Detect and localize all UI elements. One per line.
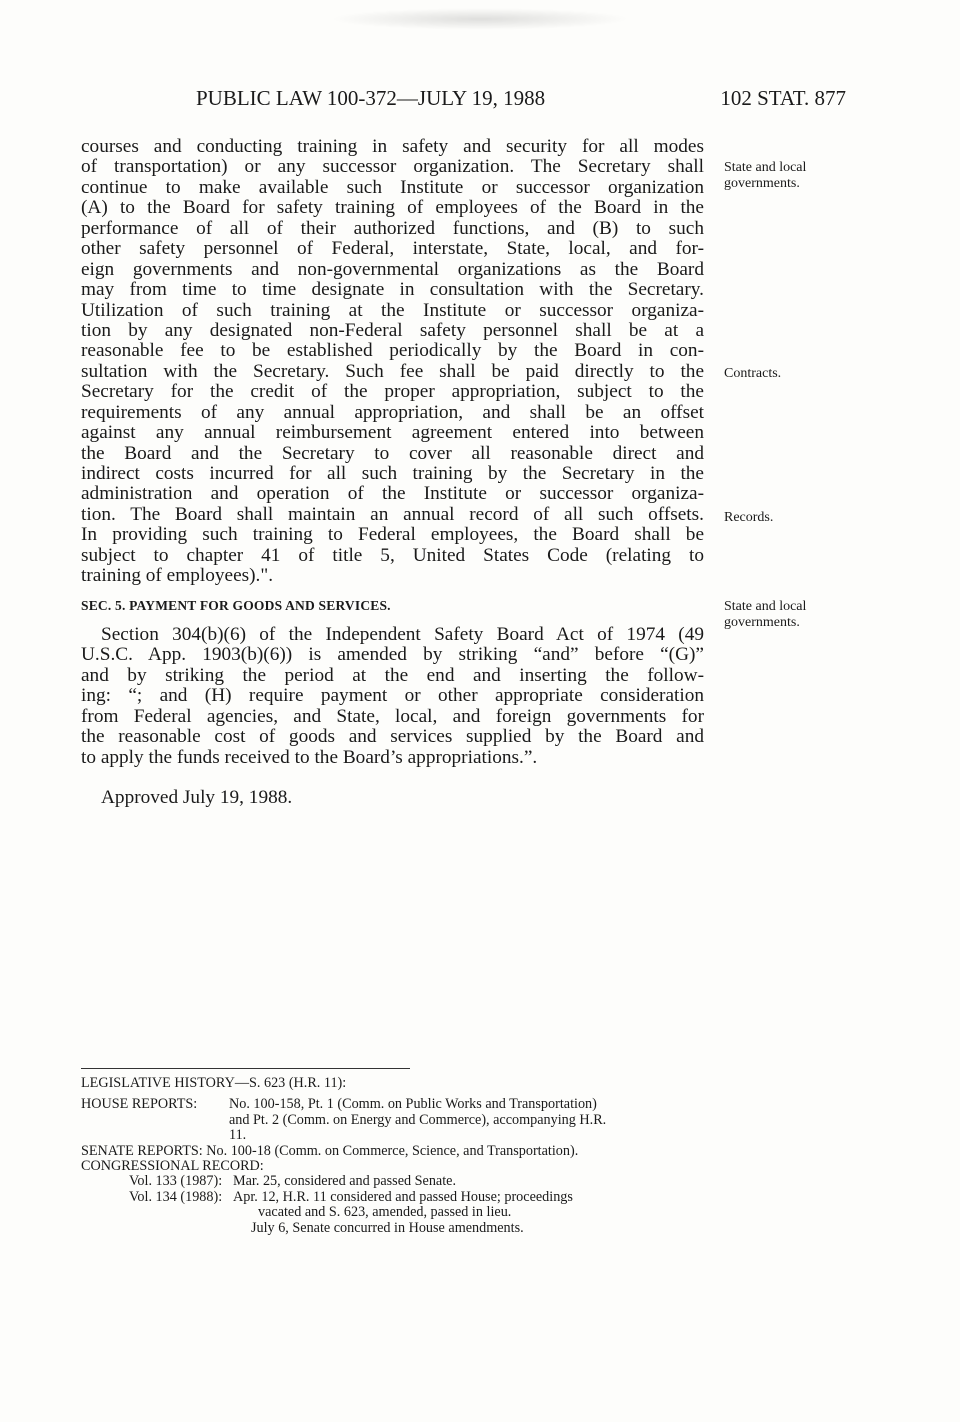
footnote-rule <box>81 1068 410 1069</box>
text-line: the Board and the Secretary to cover all reasonable direct and <box>81 442 704 464</box>
vol134-text <box>233 1190 573 1236</box>
text-line: other safety personnel of Federal, interstate, State, local, and for- <box>81 238 704 260</box>
section-heading: SEC. 5. PAYMENT FOR GOODS AND SERVICES. <box>81 598 391 613</box>
page-number: 102 STAT. 877 <box>720 86 846 110</box>
margin-note: State and local governments. <box>724 160 807 191</box>
text-line: courses and conducting training in safety and security for all modes <box>81 136 704 157</box>
text-line: reasonable fee to be established periodically by the Board in con- <box>81 340 704 362</box>
text-line: performance of all of their authorized functions, and (B) to such <box>81 217 704 239</box>
text-line: tion by any designated non-Federal safety personnel shall be at a <box>81 319 704 341</box>
house-reports-text <box>229 1097 606 1143</box>
margin-note: Contracts. <box>724 366 782 381</box>
house-reports-line: 11. <box>229 1127 247 1144</box>
vol134-label: Vol. 134 (1988): <box>129 1188 223 1205</box>
text-line: ing: “; and (H) require payment or other appropriate consideration <box>81 685 704 707</box>
text-line: may from time to time designate in consultation with the Secretary. <box>81 279 704 301</box>
vol134-line: vacated and S. 623, amended, passed in lieu. <box>258 1204 512 1221</box>
approval-date: Approved July 19, 1988. <box>101 787 293 808</box>
margin-note: Records. <box>724 510 774 525</box>
house-reports-line: No. 100-158, Pt. 1 (Comm. on Public Works and Transportation) <box>229 1096 597 1113</box>
text-line: Section 304(b)(6) of the Independent Safety Board Act of 1974 (49 <box>101 624 704 645</box>
text-line: requirements of any annual appropriation, and shall be an offset <box>81 401 704 423</box>
text-line: tion. The Board shall maintain an annual record of all such offsets. <box>81 503 704 525</box>
vol134-line: July 6, Senate concurred in House amendments. <box>251 1219 524 1236</box>
margin-note: State and local governments. <box>724 599 807 630</box>
house-reports-line: and Pt. 2 (Comm. on Energy and Commerce), accompanying H.R. <box>229 1111 607 1128</box>
congressional-record-label: CONGRESSIONAL RECORD: <box>81 1158 264 1175</box>
text-line: administration and operation of the Institute or successor organiza- <box>81 483 704 505</box>
vol134-line: Apr. 12, H.R. 11 considered and passed House; proceedings <box>233 1188 573 1205</box>
text-line: against any annual reimbursement agreement entered into between <box>81 422 704 444</box>
text-line: from Federal agencies, and State, local, and foreign governments for <box>81 705 704 727</box>
legislative-history <box>81 1075 721 1236</box>
text-line: continue to make available such Institute or successor organization <box>81 176 704 198</box>
text-line: (A) to the Board for safety training of employees of the Board in the <box>81 197 704 219</box>
text-line: Utilization of such training at the Institute or successor organiza- <box>81 299 704 321</box>
text-line: the reasonable cost of goods and services supplied by the Board and <box>81 726 704 748</box>
text-line: indirect costs incurred for all such training by the Secretary in the <box>81 463 704 484</box>
senate-reports: SENATE REPORTS: No. 100-18 (Comm. on Commerce, Science, and Transportation). <box>81 1142 579 1159</box>
text-line: training of employees).". <box>81 565 274 587</box>
text-line: of transportation) or any successor organization. The Secretary shall <box>81 156 704 178</box>
text-line: subject to chapter 41 of title 5, United States Code (relating to <box>81 544 704 566</box>
text-line: and by striking the period at the end and inserting the follow- <box>81 664 704 686</box>
house-reports-label: HOUSE REPORTS: <box>81 1096 198 1113</box>
vol133-label: Vol. 133 (1987): <box>129 1173 223 1190</box>
text-line: Secretary for the credit of the proper appropriation, subject to the <box>81 381 704 403</box>
scan-smudge <box>330 8 630 30</box>
text-line: to apply the funds received to the Board’s appropriations.”. <box>81 746 538 768</box>
text-line: eign governments and non-governmental organizations as the Board <box>81 258 704 280</box>
section-text <box>81 625 704 768</box>
body-text <box>81 137 704 587</box>
running-header-title: PUBLIC LAW 100-372—JULY 19, 1988 <box>196 86 546 110</box>
legislative-history-title: LEGISLATIVE HISTORY—S. 623 (H.R. 11): <box>81 1075 347 1091</box>
text-line: In providing such training to Federal employees, the Board shall be <box>81 524 704 546</box>
text-line: U.S.C. App. 1903(b)(6)) is amended by striking “and” before “(G)” <box>81 644 704 666</box>
text-line: sultation with the Secretary. Such fee shall be paid directly to the <box>81 360 704 382</box>
vol133-text: Mar. 25, considered and passed Senate. <box>233 1173 456 1190</box>
